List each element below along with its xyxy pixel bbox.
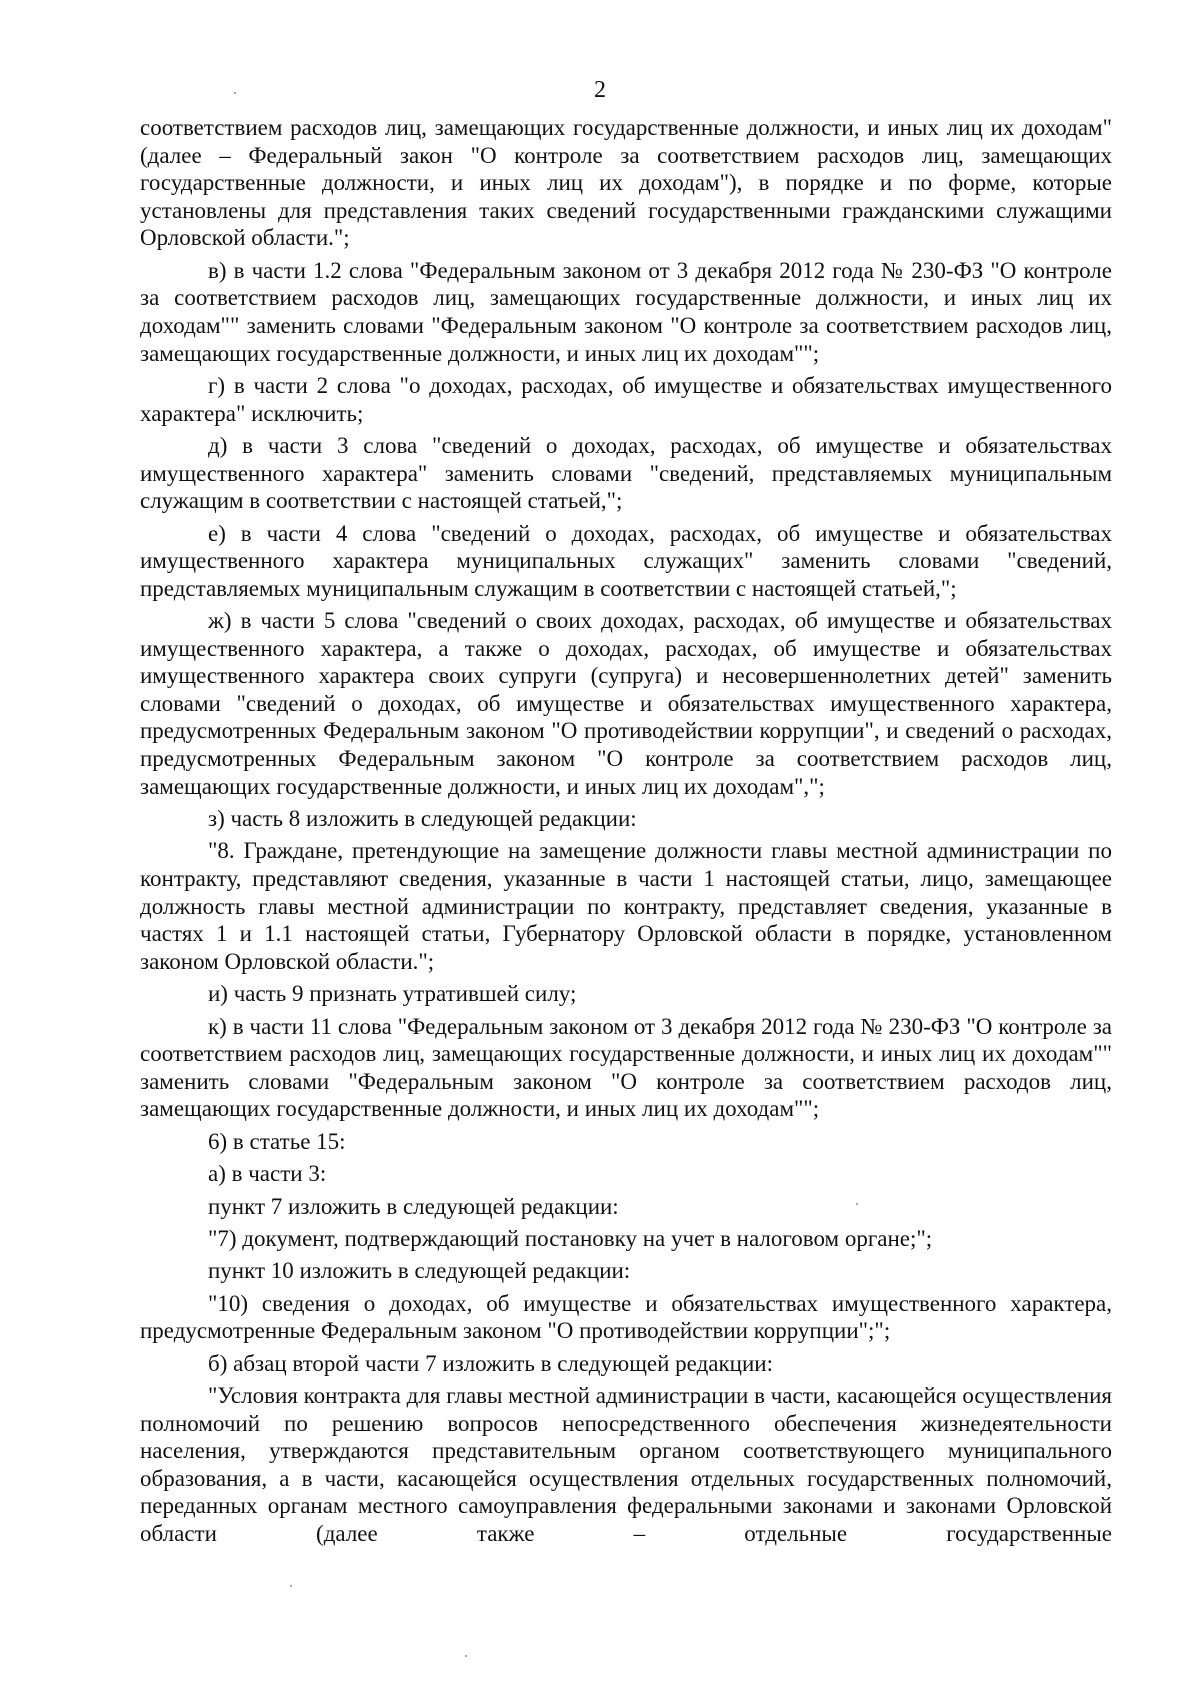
paragraph-point-7-text: "7) документ, подтверждающий постановку на учет в налоговом органе;"; (208, 1225, 933, 1251)
paragraph-item-g: г) в части 2 слова "о доходах, расходах, об имуществе и обязательствах имущественного характера" исключить; (140, 372, 1112, 426)
paragraph-item-v: в) в части 1.2 слова "Федеральным законом от 3 декабря 2012 года № 230-ФЗ "О контроле за соответствием расходов лиц, замещающих государственные должности, и иных лиц их доходам"" заменить словами "Федеральным законом "О контроле за соответствием расходов лиц, замещающих государственные должности, и иных лиц их доходам""; (140, 257, 1112, 366)
page-number: 2 (594, 77, 606, 103)
paragraph-item-zh: ж) в части 5 слова "сведений о своих доходах, расходах, об имуществе и обязательствах имущественного характера, а также о доходах, расходах, об имуществе и обязательствах имущественного характера своих супруги (супруга) и несовершеннолетних детей" заменить словами "сведений о доходах, об имуществе и обязательствах имущественного характера, предусмотренных Федеральным законом "О противодействии коррупции", и сведений о расходах, предусмотренных Федеральным законом "О контроле за соответствием расходов лиц, замещающих государственные должности, и иных лиц их доходам","; (140, 608, 1112, 799)
paragraph-item-i: и) часть 9 признать утратившей силу; (208, 981, 577, 1007)
scan-speck (290, 1585, 292, 1587)
paragraph-item-d: д) в части 3 слова "сведений о доходах, расходах, об имуществе и обязательствах имущественного характера" заменить словами "сведений, представляемых муниципальным служащим в соответствии с настоящей статьей,"; (140, 432, 1112, 514)
paragraph-item-a: а) в части 3: (208, 1161, 327, 1187)
paragraph-contract-conditions: "Условия контракта для главы местной администрации в части, касающейся осуществления полномочий по решению вопросов непосредственного обеспечения жизнедеятельности населения, утверждаются представительным органом соответствующего муниципального образования, а в части, касающейся осуществления отдельных государственных полномочий, переданных органам местного самоуправления федеральными законами и законами Орловской области (далее также – отдельные государственные (140, 1383, 1112, 1547)
paragraph-point-7: пункт 7 изложить в следующей редакции: (208, 1193, 619, 1219)
paragraph-item-e: е) в части 4 слова "сведений о доходах, расходах, об имуществе и обязательствах имущественного характера муниципальных служащих" заменить словами "сведений, представляемых муниципальным служащим в соответствии с настоящей статьей,"; (140, 520, 1112, 601)
paragraph-item-k: к) в части 11 слова "Федеральным законом от 3 декабря 2012 года № 230-ФЗ "О контроле за соответствием расходов лиц, замещающих государственные должности, и иных лиц их доходам"" заменить словами "Федеральным законом "О контроле за соответствием расходов лиц, замещающих государственные должности, и иных лиц их доходам""; (140, 1013, 1112, 1122)
scan-speck (856, 1203, 858, 1205)
paragraph-part-8-text: "8. Граждане, претендующие на замещение должности главы местной администрации по контракту, представляют сведения, указанные в части 1 настоящей статьи, лицо, замещающее должность главы местной администрации по контракту, представляет сведения, указанные в частях 1 и 1.1 настоящей статьи, Губернатору Орловской области в порядке, установленном законом Орловской области."; (140, 838, 1112, 974)
paragraph-continuation: соответствием расходов лиц, замещающих государственные должности, и иных лиц их доходам" (далее – Федеральный закон "О контроле за соответствием расходов лиц, замещающих государственные должности, и иных лиц их доходам"), в порядке и по форме, которые установлены для представления таких сведений государственными гражданскими служащими Орловской области."; (140, 115, 1112, 251)
paragraph-item-z: з) часть 8 изложить в следующей редакции: (208, 806, 637, 832)
paragraph-point-10-text: "10) сведения о доходах, об имуществе и обязательствах имущественного характера, предусмотренные Федеральным законом "О противодействии коррупции";"; (140, 1290, 1112, 1344)
document-body (140, 114, 1112, 1552)
scan-speck (465, 1655, 467, 1657)
paragraph-item-b: б) абзац второй части 7 изложить в следующей редакции: (208, 1350, 773, 1376)
paragraph-item-6: 6) в статье 15: (208, 1128, 346, 1154)
scan-speck (234, 92, 236, 94)
paragraph-point-10: пункт 10 изложить в следующей редакции: (208, 1258, 631, 1284)
